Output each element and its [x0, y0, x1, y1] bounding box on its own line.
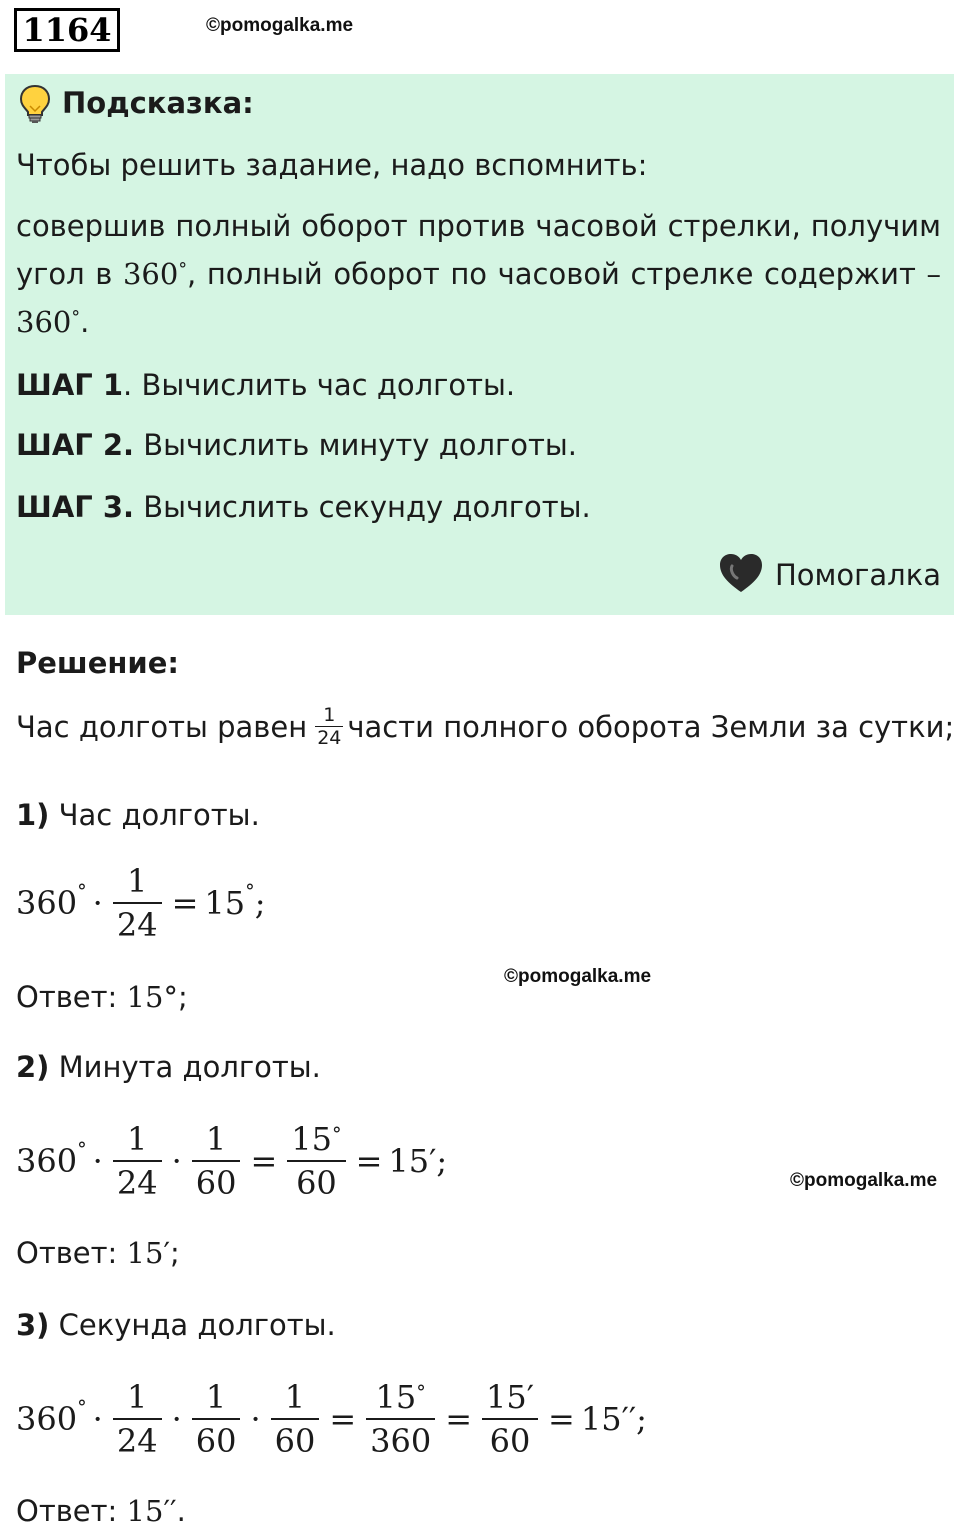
step-3: ШАГ 3. Вычислить секунду долготы. [16, 490, 591, 524]
answer-3: Ответ: 15′′. [16, 1494, 186, 1528]
watermark-2: ©pomogalka.me [504, 966, 652, 987]
step-2: ШАГ 2. Вычислить минуту долготы. [16, 428, 578, 462]
answer-2: Ответ: 15′; [16, 1236, 180, 1270]
rule-period: . [80, 305, 90, 339]
intro-fraction: $\frac{1}{24}$ [317, 704, 342, 749]
part-1-title: 1) Час долготы. [16, 798, 260, 832]
step-1: ШАГ 1. Вычислить час долготы. [16, 368, 516, 402]
rule-part1: совершив полный оборот против часовой стрелки, получим угол в [16, 209, 941, 291]
solution-intro [16, 704, 954, 749]
task-number: 1164 [14, 8, 120, 52]
intro-after: части полного оборота Земли за сутки; [347, 709, 955, 744]
equation-3: 360° · $\frac{1}{24}$ · $\frac{1}{60}$ · $\frac{1}{60}$ = $\frac{15^\circ}{360}$ = $\frac{15'}{60}$ = 15′′ ; [16, 1378, 647, 1460]
watermark: ©pomogalka.me [206, 15, 354, 36]
brand-name: Помогалка [775, 558, 941, 592]
equation-1: 360° · $\frac{1}{24}$ = 15° ; [16, 862, 266, 944]
part-3-title: 3) Секунда долготы. [16, 1308, 336, 1342]
hint-title: Подсказка: [62, 86, 254, 120]
lightbulb-icon [18, 84, 52, 124]
rule-dash: – [915, 257, 942, 291]
watermark-3: ©pomogalka.me [790, 1170, 938, 1191]
answer-1: Ответ: 15°; [16, 980, 188, 1014]
part-2-title: 2) Минута долготы. [16, 1050, 321, 1084]
equation-2: 360° · $\frac{1}{24}$ · $\frac{1}{60}$ = $\frac{15^\circ}{60}$ = 15′ ; [16, 1120, 448, 1202]
rule-part2: , полный оборот по часовой стрелке содержит [187, 257, 916, 291]
hint-rule [16, 202, 941, 346]
hint-intro: Чтобы решить задание, надо вспомнить: [16, 148, 648, 182]
solution-title: Решение: [16, 646, 180, 680]
intro-before: Час долготы равен [16, 709, 308, 744]
heart-icon [718, 552, 764, 596]
rule-angle: 360° [122, 257, 188, 291]
rule-angle-2: 360° [16, 305, 81, 339]
